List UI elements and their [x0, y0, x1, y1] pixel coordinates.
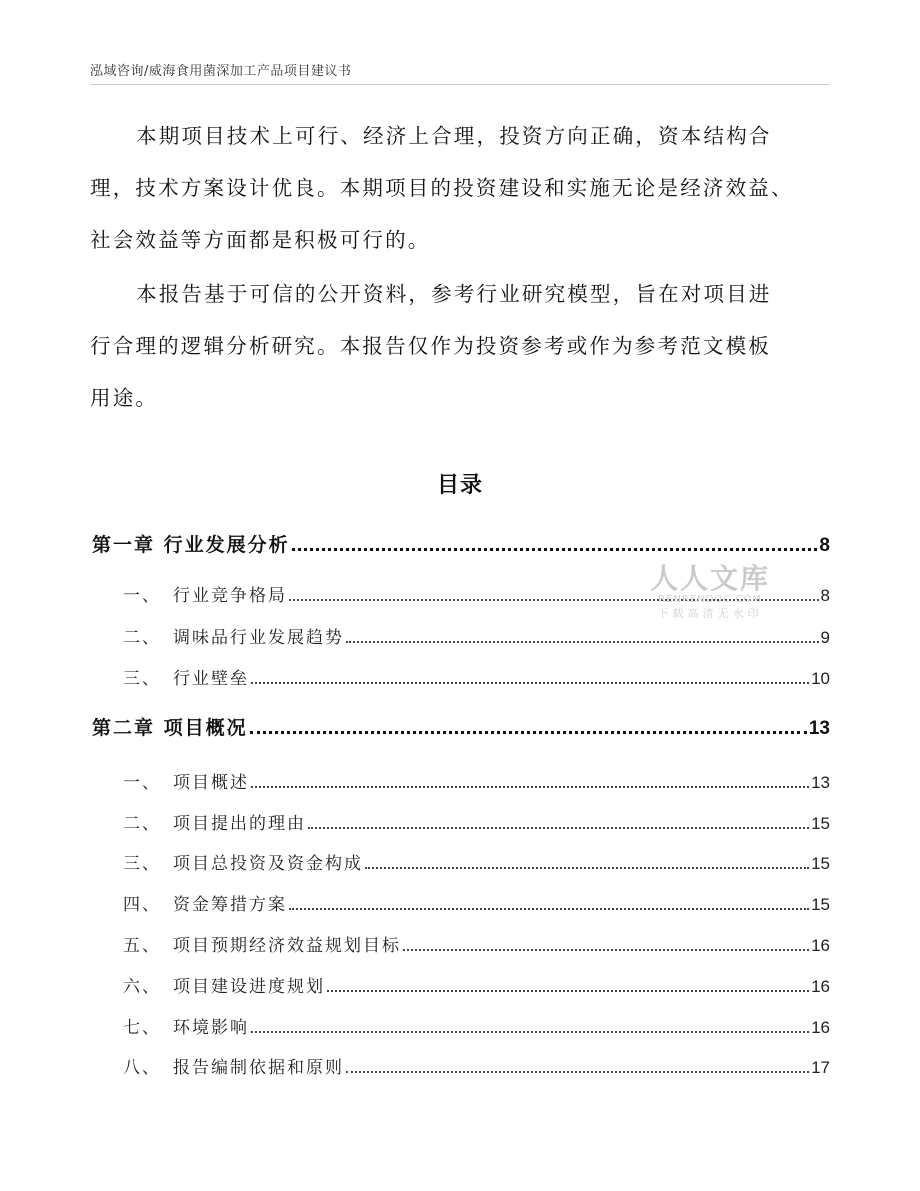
- toc-leader-dots: [308, 827, 809, 829]
- toc-page-number: 17: [811, 1058, 830, 1077]
- toc-page-number: 13: [811, 773, 830, 792]
- toc-section-number: 七、: [123, 1018, 161, 1038]
- toc-label: 项目提出的理由: [173, 814, 306, 834]
- watermark-url: RENRENDOC.COM: [658, 594, 762, 605]
- toc-page-number: 16: [811, 977, 830, 996]
- paragraph-2-line-3: 用途。: [90, 386, 159, 410]
- paragraph-1-line-2: 理，技术方案设计优良。本期项目的投资建设和实施无论是经济效益、: [90, 176, 794, 200]
- toc-section-2-8[interactable]: [123, 1053, 830, 1081]
- toc-section-2-1[interactable]: [123, 768, 830, 796]
- toc-page-number: 8: [819, 535, 830, 556]
- toc-section-number: 一、: [123, 586, 161, 606]
- toc-leader-dots: [289, 908, 809, 910]
- watermark-subtitle: 下载高清无水印: [657, 607, 763, 620]
- toc-label: 环境影响: [173, 1018, 249, 1038]
- toc-label: 项目预期经济效益规划目标: [173, 936, 401, 956]
- toc-leader-dots: [251, 682, 809, 684]
- toc-section-number: 三、: [123, 854, 161, 874]
- toc-page-number: 15: [811, 814, 830, 833]
- toc-page-number: 10: [811, 669, 830, 688]
- toc-page-number: 16: [811, 1018, 830, 1037]
- toc-leader-dots: [346, 1071, 809, 1073]
- toc-leader-dots: [403, 949, 809, 951]
- toc-chapter-1[interactable]: [92, 530, 830, 558]
- toc-page-number: 9: [820, 628, 830, 647]
- toc-section-number: 四、: [123, 895, 161, 915]
- toc-title: 目录: [436, 473, 483, 498]
- toc-leader-dots: [327, 990, 809, 992]
- toc-leader-dots: [251, 1031, 809, 1033]
- toc-section-number: 一、: [123, 773, 161, 793]
- toc-section-number: 八、: [123, 1058, 161, 1078]
- toc-section-number: 二、: [123, 628, 161, 648]
- page-header: 泓域咨询/威海食用菌深加工产品项目建议书: [90, 64, 352, 79]
- toc-label: 资金筹措方案: [173, 895, 287, 915]
- paragraph-2-line-1: 本报告基于可信的公开资料，参考行业研究模型，旨在对项目进: [136, 282, 772, 306]
- toc-section-2-6[interactable]: [123, 972, 830, 1000]
- toc-label: 报告编制依据和原则: [173, 1058, 344, 1078]
- toc-section-1-2[interactable]: [123, 623, 830, 651]
- paragraph-1-line-1: 本期项目技术上可行、经济上合理，投资方向正确，资本结构合: [136, 124, 772, 148]
- toc-label: 项目总投资及资金构成: [173, 854, 363, 874]
- toc-label: 调味品行业发展趋势: [173, 628, 344, 648]
- toc-label: 行业壁垒: [173, 669, 249, 689]
- toc-section-2-5[interactable]: [123, 931, 830, 959]
- paragraph-2-line-2: 行合理的逻辑分析研究。本报告仅作为投资参考或作为参考范文模板: [90, 334, 771, 358]
- toc-leader-dots: [250, 731, 807, 734]
- header-divider: [90, 84, 830, 85]
- toc-section-2-7[interactable]: [123, 1013, 830, 1041]
- watermark-logo-text: 人人文库: [649, 562, 770, 595]
- toc-section-2-4[interactable]: [123, 890, 830, 918]
- toc-page-number: 13: [808, 718, 830, 739]
- toc-label: 行业竞争格局: [173, 586, 287, 606]
- paragraph-2: [90, 268, 820, 424]
- toc-leader-dots: [251, 786, 809, 788]
- toc-page-number: 8: [820, 586, 830, 605]
- toc-section-number: 三、: [123, 669, 161, 689]
- toc-page-number: 15: [811, 895, 830, 914]
- toc-leader-dots: [289, 599, 819, 601]
- paragraph-1: [90, 110, 820, 266]
- toc-section-2-3[interactable]: [123, 849, 830, 877]
- toc-page-number: 15: [811, 854, 830, 873]
- toc-section-number: 二、: [123, 814, 161, 834]
- toc-leader-dots: [292, 548, 818, 551]
- toc-section-1-3[interactable]: [123, 664, 830, 692]
- toc-leader-dots: [365, 867, 809, 869]
- toc-label: 项目概述: [173, 773, 249, 793]
- toc-page-number: 16: [811, 936, 830, 955]
- toc-section-2-2[interactable]: [123, 809, 830, 837]
- toc-label: 项目建设进度规划: [173, 977, 325, 997]
- toc-label: 第二章 项目概况: [92, 717, 248, 739]
- paragraph-1-line-3: 社会效益等方面都是积极可行的。: [90, 228, 431, 252]
- toc-section-number: 五、: [123, 936, 161, 956]
- toc-section-1-1[interactable]: [123, 581, 830, 609]
- toc-label: 第一章 行业发展分析: [92, 534, 290, 556]
- toc-leader-dots: [346, 641, 819, 643]
- toc-section-number: 六、: [123, 977, 161, 997]
- toc-chapter-2[interactable]: [92, 713, 830, 741]
